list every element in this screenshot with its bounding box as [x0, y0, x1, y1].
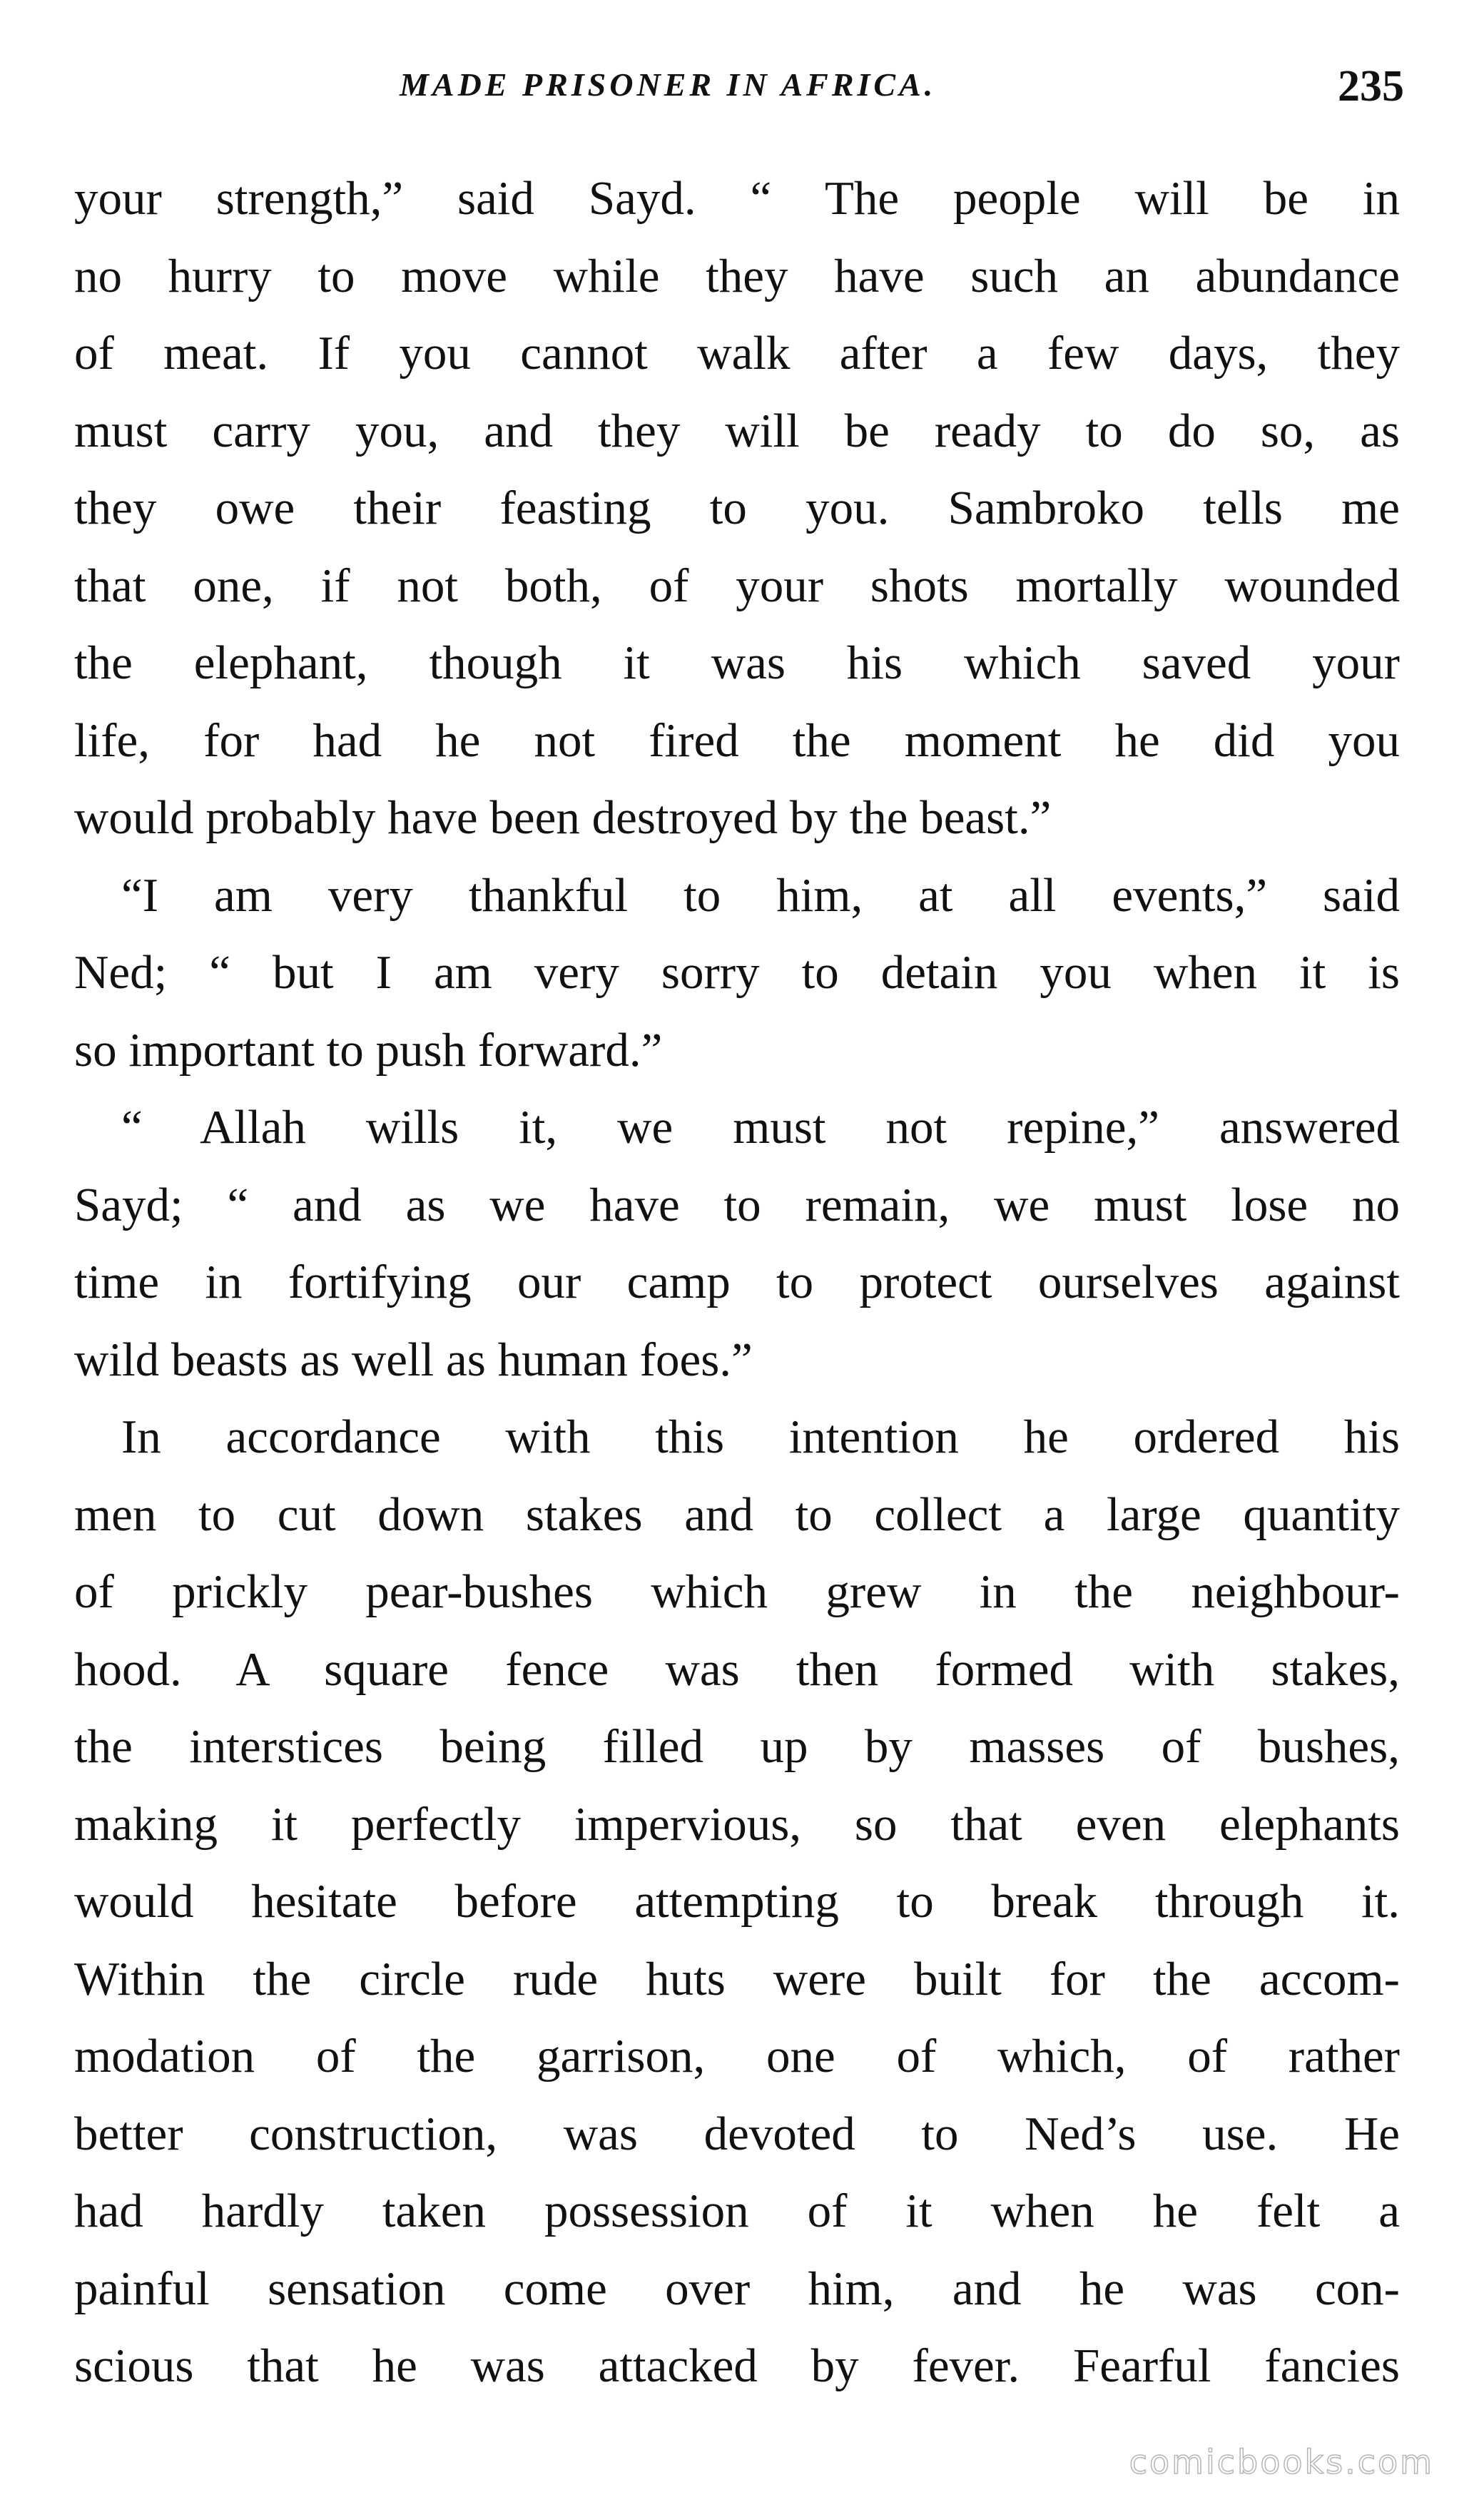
text-line: the interstices being filled up by masses of bushes,: [74, 1720, 1400, 1773]
text-line: Within the circle rude huts were built for the accom-: [74, 1952, 1400, 2005]
text-line: had hardly taken possession of it when he felt a: [74, 2185, 1400, 2237]
text-line: of prickly pear-bushes which grew in the neighbour-: [74, 1565, 1400, 1618]
text-line: life, for had he not fired the moment he did you: [74, 713, 1400, 767]
text-line: would probably have been destroyed by the beast.”: [74, 791, 1052, 844]
text-line: that one, if not both, of your shots mortally wounded: [74, 559, 1400, 612]
text-line: so important to push forward.”: [74, 1023, 663, 1077]
text-line: would hesitate before attempting to break through it.: [74, 1875, 1400, 1928]
text-line: hood. A square fence was then formed with stakes,: [74, 1642, 1400, 1696]
text-line: Ned; “ but I am very sorry to detain you when it is: [74, 946, 1400, 999]
text-line: the elephant, though it was his which saved your: [74, 636, 1400, 689]
running-header: [0, 62, 1484, 123]
text-line: “I am very thankful to him, at all events,” said: [121, 868, 1400, 922]
text-line: painful sensation come over him, and he was con-: [74, 2262, 1400, 2315]
body-text: [74, 160, 1400, 2405]
text-line: wild beasts as well as human foes.”: [74, 1333, 753, 1386]
text-line: making it perfectly impervious, so that even elephants: [74, 1797, 1400, 1851]
text-line: Sayd; “ and as we have to remain, we must lose no: [74, 1178, 1400, 1231]
text-line: scious that he was attacked by fever. Fearful fancies: [74, 2339, 1400, 2392]
text-line: they owe their feasting to you. Sambroko tells me: [74, 482, 1400, 534]
text-line: “ Allah wills it, we must not repine,” answered: [121, 1101, 1400, 1154]
watermark: comicbooks.com: [1129, 2443, 1434, 2481]
text-line: men to cut down stakes and to collect a large quantity: [74, 1488, 1400, 1541]
text-line: modation of the garrison, one of which, of rather: [74, 2030, 1400, 2083]
text-line: must carry you, and they will be ready to do so, as: [74, 404, 1400, 457]
text-line: time in fortifying our camp to protect ourselves against: [74, 1256, 1400, 1308]
running-title: MADE PRISONER IN AFRICA.: [400, 66, 937, 103]
text-line: of meat. If you cannot walk after a few days, they: [74, 327, 1400, 380]
text-line: no hurry to move while they have such an abundance: [74, 249, 1400, 302]
text-line: your strength,” said Sayd. “ The people will be in: [74, 172, 1400, 225]
text-line: better construction, was devoted to Ned’s use. He: [74, 2107, 1400, 2160]
page-number: 235: [1338, 62, 1404, 111]
text-line: In accordance with this intention he ordered his: [121, 1410, 1400, 1463]
